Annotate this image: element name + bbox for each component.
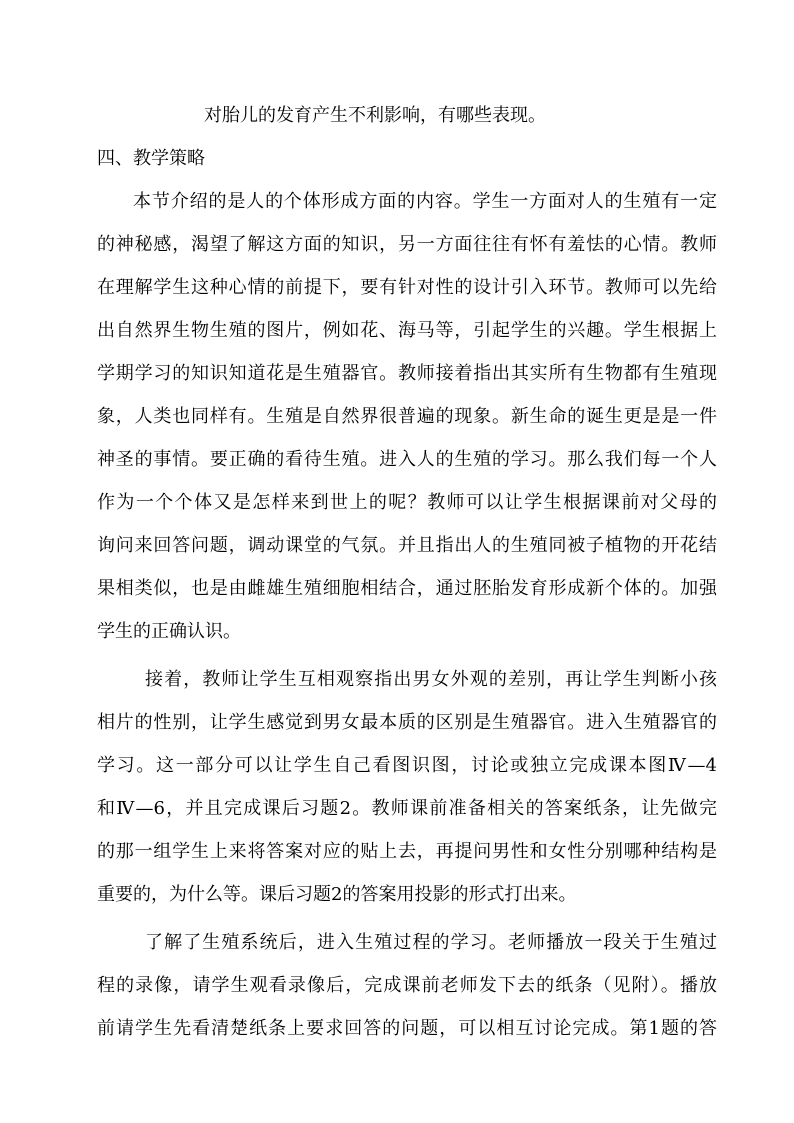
paragraph-line: 重要的，为什么等。课后习题2的答案用投影的形式打出来。	[97, 884, 577, 905]
paragraph-line: 了解了生殖系统后，进入生殖过程的学习。老师播放一段关于生殖过	[145, 932, 717, 953]
paragraph-line: 象，人类也同样有。生殖是自然界很普遍的现象。新生命的诞生更是是一件	[97, 406, 717, 427]
paragraph-line: 前请学生先看清楚纸条上要求回答的问题，可以相互讨论完成。第1题的答	[97, 1018, 717, 1039]
paragraph-line: 的那一组学生上来将答案对应的贴上去，再提问男性和女性分别哪种结构是	[97, 841, 717, 862]
paragraph-line: 学期学习的知识知道花是生殖器官。教师接着指出其实所有生物都有生殖现	[97, 363, 717, 384]
paragraph-line: 和Ⅳ—6，并且完成课后习题2。教师课前准备相关的答案纸条，让先做完	[97, 798, 717, 819]
paragraph-line: 程的录像，请学生观看录像后，完成课前老师发下去的纸条（见附）。播放	[97, 975, 717, 996]
paragraph-line: 学习。这一部分可以让学生自己看图识图，讨论或独立完成课本图Ⅳ—4	[97, 755, 717, 776]
paragraph-line: 的神秘感，渴望了解这方面的知识，另一方面往往有怀有羞怯的心情。教师	[97, 234, 717, 255]
paragraph-line: 作为一个个体又是怎样来到世上的呢？教师可以让学生根据课前对父母的	[97, 492, 717, 513]
paragraph-line: 学生的正确认识。	[97, 621, 241, 642]
text-line: 对胎儿的发育产生不利影响，有哪些表现。	[204, 105, 546, 126]
section-heading: 四、教学策略	[97, 148, 205, 169]
paragraph-line: 果相类似，也是由雌雄生殖细胞相结合，通过胚胎发育形成新个体的。加强	[97, 578, 717, 599]
paragraph-line: 询问来回答问题，调动课堂的气氛。并且指出人的生殖同被子植物的开花结	[97, 535, 717, 556]
paragraph-line: 相片的性别，让学生感觉到男女最本质的区别是生殖器官。进入生殖器官的	[97, 712, 717, 733]
paragraph-line: 接着，教师让学生互相观察指出男女外观的差别，再让学生判断小孩	[145, 669, 717, 690]
paragraph-line: 出自然界生物生殖的图片，例如花、海马等，引起学生的兴趣。学生根据上	[97, 320, 717, 341]
paragraph-line: 在理解学生这种心情的前提下，要有针对性的设计引入环节。教师可以先给	[97, 277, 717, 298]
paragraph-line: 神圣的事情。要正确的看待生殖。进入人的生殖的学习。那么我们每一个人	[97, 449, 717, 470]
paragraph-line: 本节介绍的是人的个体形成方面的内容。学生一方面对人的生殖有一定	[133, 191, 717, 212]
